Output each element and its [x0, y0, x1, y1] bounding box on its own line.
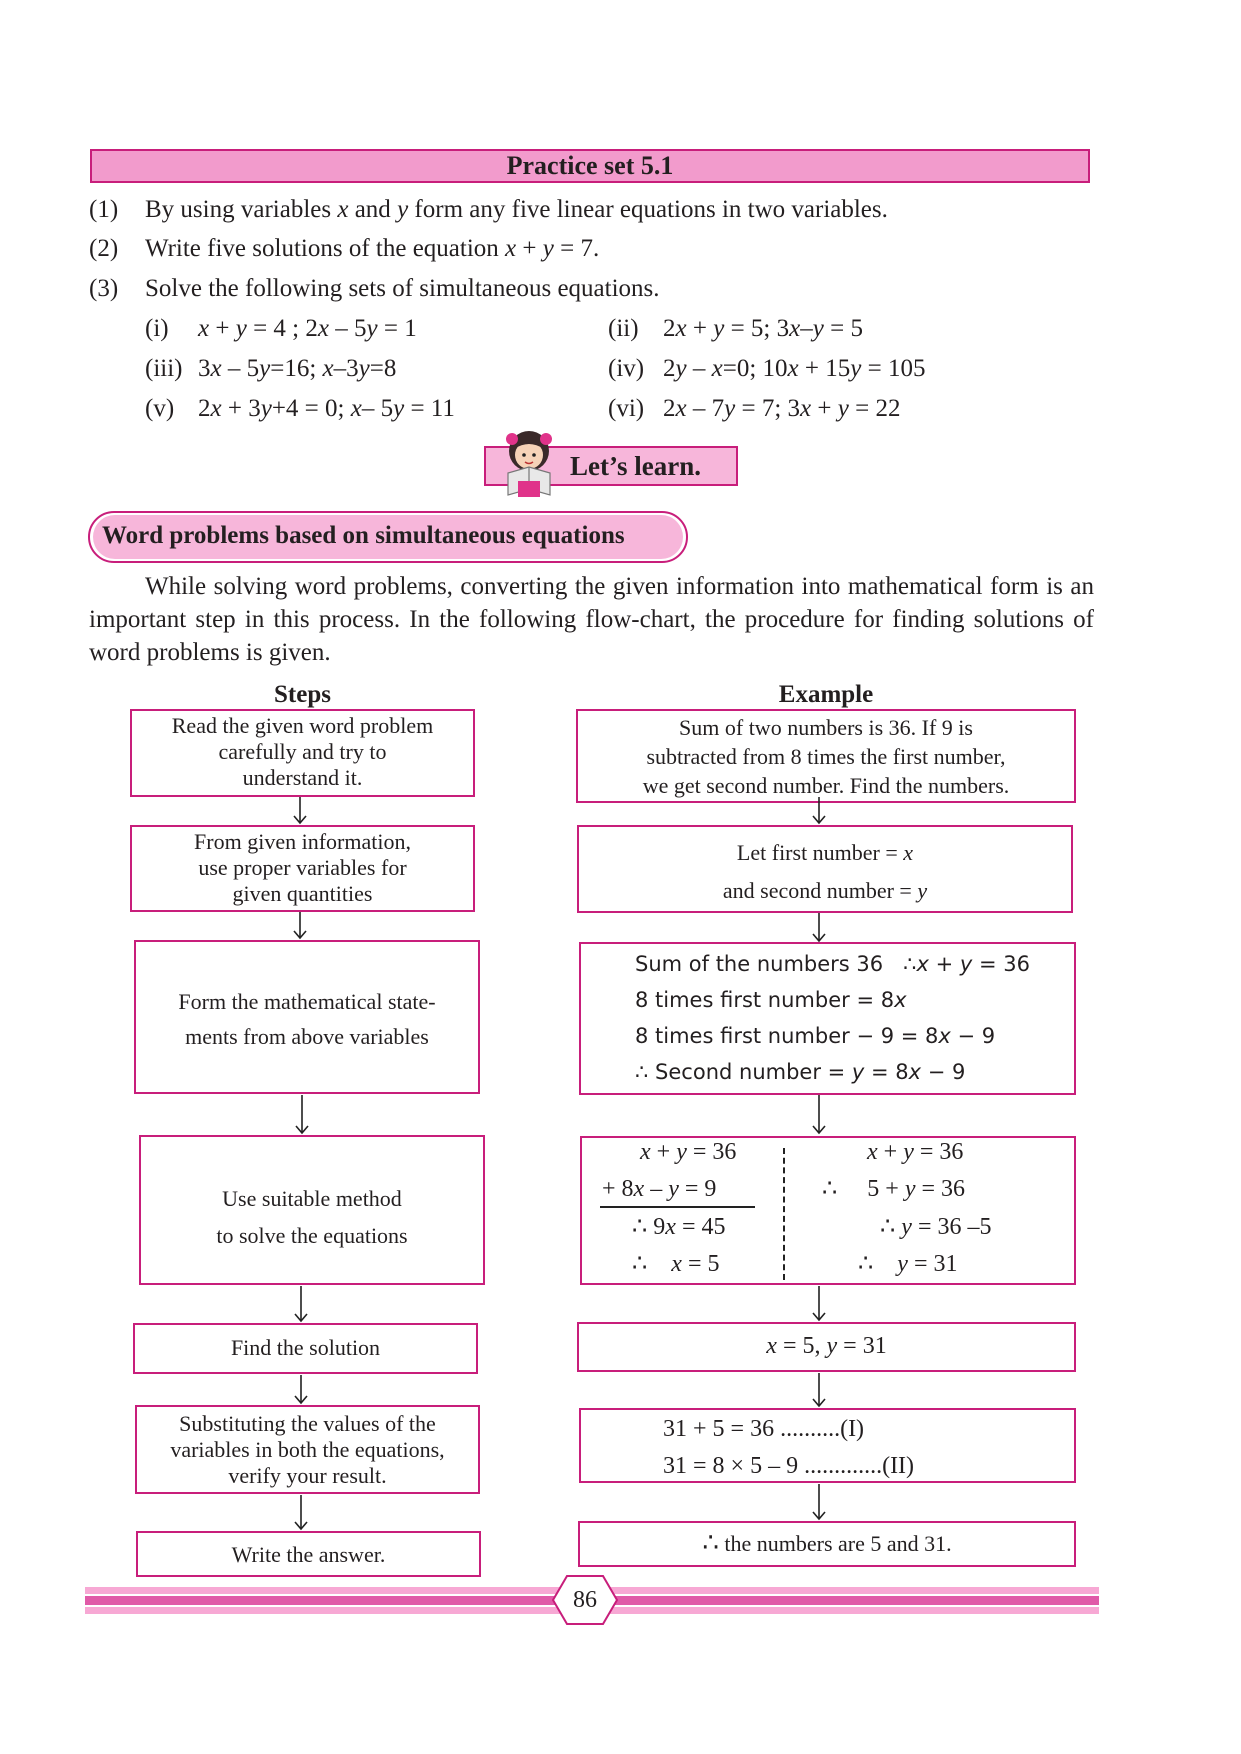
flow-arrow: [809, 797, 829, 825]
verify-line-1: 31 + 5 = 36 ..........(I): [663, 1416, 865, 1442]
solve-left-line-4: ∴ x = 5: [632, 1251, 720, 1277]
flow-arrow: [290, 797, 310, 825]
step-box-statements: Form the mathematical state- ments from above variables: [134, 940, 480, 1094]
question-3-text: Solve the following sets of simultaneous equations.: [145, 275, 660, 302]
statement-1: Sum of the numbers 36 ∴x + y = 36: [635, 952, 1031, 976]
subpart-number: (ii): [608, 315, 639, 342]
question-2-text: Write five solutions of the equation x + y = 7.: [145, 235, 600, 262]
intro-paragraph: While solving word problems, converting the given information into mathematical form is an important step in this process. In the following flow-chart, the procedure for finding solutions of word problems is given.: [89, 573, 1094, 666]
flow-arrow: [809, 1484, 829, 1521]
subpart-number: (vi): [608, 395, 645, 422]
reading-girl-icon: [492, 425, 566, 499]
section-title: Word problems based on simultaneous equations: [102, 522, 625, 549]
subpart-number: (i): [145, 315, 169, 342]
example-box-verify: [579, 1408, 1076, 1483]
statement-4: ∴ Second number = y = 8x − 9: [635, 1060, 966, 1084]
flow-arrow: [292, 1095, 312, 1135]
solve-right-line-2: ∴ 5 + y = 36: [822, 1176, 966, 1202]
step-box-variables: From given information, use proper variables for given quantities: [130, 825, 475, 912]
subpart-equation: 2x – 7y = 7; 3x + y = 22: [663, 395, 901, 422]
subpart-number: (v): [145, 395, 175, 422]
practice-set-title: Practice set 5.1: [90, 149, 1090, 183]
question-number: (2): [89, 235, 119, 262]
flow-arrow: [291, 1286, 311, 1323]
example-box-problem: Sum of two numbers is 36. If 9 is subtracted from 8 times the first number, we get second number. Find the numbers.: [576, 709, 1076, 803]
subpart-number: (iii): [145, 355, 183, 382]
steps-heading: Steps: [274, 681, 331, 708]
flow-arrow: [809, 1095, 829, 1135]
page-number: 86: [573, 1587, 597, 1613]
example-heading: Example: [778, 681, 874, 708]
solve-right-line-3: ∴ y = 36 –5: [880, 1214, 992, 1240]
solve-left-line-3: ∴ 9x = 45: [632, 1214, 726, 1240]
subpart-equation: 2x + y = 5; 3x–y = 5: [663, 315, 863, 342]
flow-arrow: [809, 913, 829, 943]
lets-learn-title: Let’s learn.: [570, 451, 701, 481]
flow-arrow: [809, 1286, 829, 1322]
sum-line: [600, 1206, 755, 1208]
subpart-number: (iv): [608, 355, 645, 382]
solve-right-line-4: ∴ y = 31: [858, 1251, 958, 1277]
example-box-statements: [579, 942, 1076, 1095]
example-box-answer: ∴ the numbers are 5 and 31.: [578, 1521, 1076, 1567]
step-box-read: Read the given word problem carefully and try to understand it.: [130, 709, 475, 797]
subpart-equation: 3x – 5y=16; x–3y=8: [198, 355, 397, 382]
statement-3: 8 times first number − 9 = 8x − 9: [635, 1024, 996, 1048]
step-box-find: Find the solution: [133, 1323, 478, 1374]
question-number: (3): [89, 275, 119, 302]
solve-left-line-2: + 8x – y = 9: [602, 1176, 717, 1202]
flow-arrow: [291, 1495, 311, 1531]
solve-right-line-1: x + y = 36: [867, 1139, 964, 1165]
example-box-variables: Let first number = x and second number = y: [577, 825, 1073, 913]
step-box-solve: Use suitable method to solve the equations: [139, 1135, 485, 1285]
flow-arrow: [809, 1373, 829, 1408]
verify-line-2: 31 = 8 × 5 – 9 .............(II): [663, 1453, 915, 1479]
example-box-solve: [580, 1136, 1076, 1285]
subpart-equation: 2y – x=0; 10x + 15y = 105: [663, 355, 926, 382]
dashed-divider: [783, 1148, 785, 1280]
subpart-equation: 2x + 3y+4 = 0; x– 5y = 11: [198, 395, 455, 422]
subpart-equation: x + y = 4 ; 2x – 5y = 1: [198, 315, 417, 342]
step-box-verify: Substituting the values of the variables in both the equations, verify your result.: [135, 1405, 480, 1494]
question-number: (1): [89, 196, 119, 223]
statement-2: 8 times first number = 8x: [635, 988, 907, 1012]
example-box-solution: x = 5, y = 31: [577, 1322, 1076, 1372]
flow-arrow: [290, 912, 310, 940]
flow-arrow: [291, 1375, 311, 1405]
step-box-answer: Write the answer.: [136, 1531, 481, 1577]
question-1-text: By using variables x and y form any five linear equations in two variables.: [145, 196, 888, 223]
solve-left-line-1: x + y = 36: [640, 1139, 737, 1165]
